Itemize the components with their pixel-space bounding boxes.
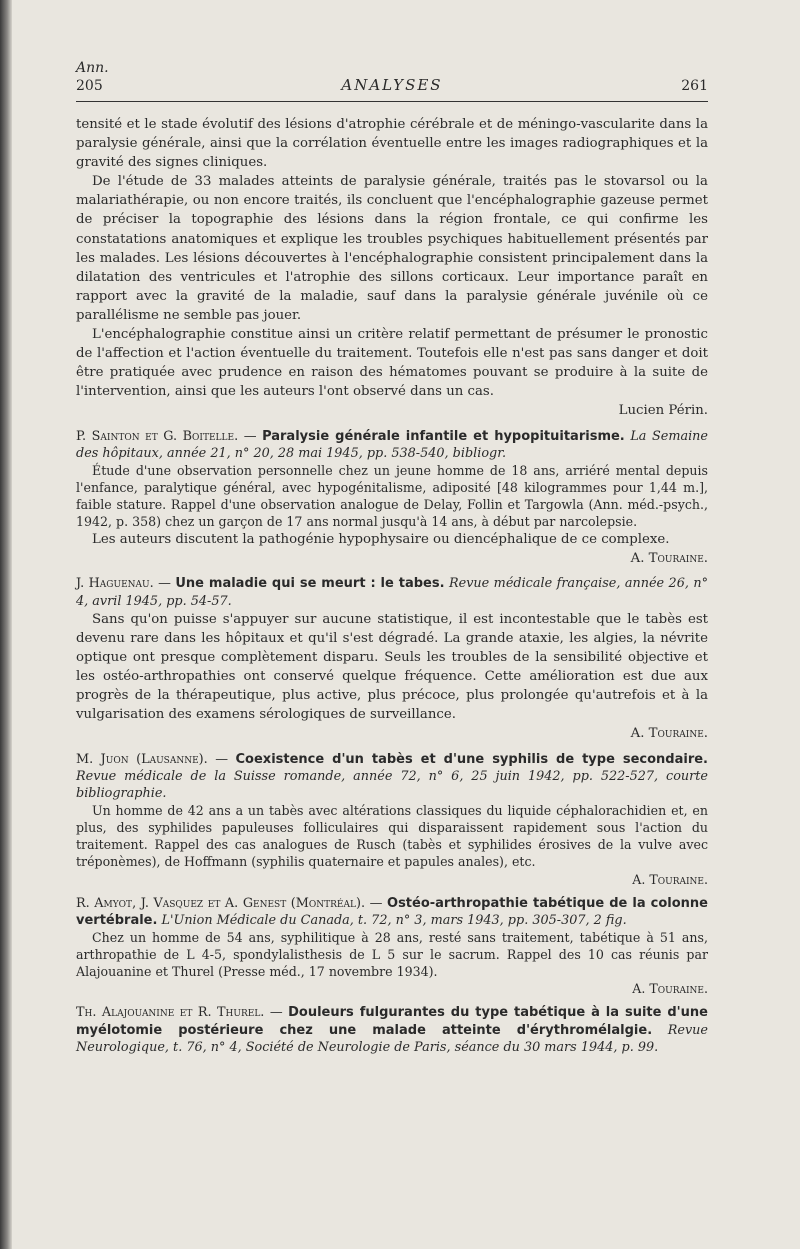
page-content (76, 115, 708, 1056)
entry-bibliography: Revue médicale française, année 26, n° 4, avril 1945, pp. 54-57. (76, 576, 708, 609)
intro-paragraph: De l'étude de 33 malades atteints de paralysie générale, traités pas le stovarsol ou la malariathérapie, ou non encore traités, ils concluent que l'encéphalographie gazeuse permet de préciser la topographie des lésions dans la région frontale, ce qui confirme les constatations anatomiques et explique les troubles psychiques habituellement présentés par les malades. Les lésions découvertes à l'encéphalographie consistent principalement dans la dilatation des ventricules et l'atrophie des sillons corticaux. Leur importance paraît en rapport avec la gravité de la maladie, sauf dans la paralysie générale juvénile où ce parallélisme ne semble pas jouer. (76, 174, 708, 323)
intro-signature: Lucien Périn. (618, 403, 708, 419)
entry-header: J. Haguenau. — Une maladie qui se meurt : le tabes. Revue médicale française, année 26, n° 4, avril 1945, pp. 54-57. (76, 576, 708, 609)
entry-header: P. Sainton et G. Boitelle. — Paralysie générale infantile et hypopituitarisme. La Semaine des hôpitaux, année 21, n° 20, 28 mai 1945, pp. 538-540, bibliogr. (76, 428, 709, 461)
entry-authors: R. Amyot, J. Vasquez et A. Genest (Montréal). (76, 895, 366, 911)
entry-header: Th. Alajouanine et R. Thurel. — Douleurs fulgurantes du type tabétique à la suite d'une myélotomie postérieure chez une malade atteinte d'érythromélalgie. Revue Neurologique, t. 76, n° 4, Société de Neurologie de Paris, séance du 30 mars 1944, p. 99. (76, 1005, 708, 1055)
book-binding-edge (0, 0, 12, 1249)
entry-title: Une maladie qui se meurt : le tabes. (175, 576, 445, 592)
entry-paragraph: Sans qu'on puisse s'appuyer sur aucune statistique, il est incontestable que le tabès est devenu rare dans les hôpitaux et qu'il s'est dégradé. La grande ataxie, les algies, la névrite optique ont presque complètement disparu. Seuls les troubles de la sensibilité objective et les ostéo-arthropathies ont conservé quelque fréquence. Cette amélioration est due aux progrès de la thérapeutique, plus active, plus précoce, plus prolongée qu'autrefois et à la vulgarisation des examens sérologiques de surveillance. (76, 611, 708, 723)
entry-bibliography: L'Union Médicale du Canada, t. 72, n° 3, mars 1943, pp. 305-307, 2 fig. (161, 912, 627, 928)
entry-signature: A. Touraine. (632, 871, 708, 887)
header-rule (76, 101, 708, 102)
entry-header: R. Amyot, J. Vasquez et A. Genest (Montréal). — Ostéo-arthropathie tabétique de la colonne vertébrale. L'Union Médicale du Canada, t. 72, n° 3, mars 1943, pp. 305-307, 2 fig. (76, 895, 708, 928)
intro-paragraph: L'encéphalographie constitue ainsi un critère relatif permettant de présumer le pronostic de l'affection et l'action éventuelle du traitement. Toutefois elle n'est pas sans danger et doit être pratiquée avec prudence en raison des hématomes pouvant se produire à la suite de l'intervention, ainsi que les auteurs l'ont observé dans un cas. (76, 327, 708, 400)
entry-signature: A. Touraine. (632, 981, 708, 997)
entry-title: Douleurs fulgurantes du type tabétique à la suite d'une myélotomie postérieure chez une malade atteinte d'érythromélalgie. (76, 1005, 708, 1038)
entry-paragraph: Chez un homme de 54 ans, syphilitique à 28 ans, resté sans traitement, tabétique à 51 ans, arthropathie de L 4-5, spondylalisthesis de L 5 sur le sacrum. Rappel des 10 cas réunis par Alajouanine et Thurel (Presse méd., 17 novembre 1934). (76, 930, 708, 980)
entry-signature: A. Touraine. (630, 726, 708, 742)
entry-title: Paralysie générale infantile et hypopituitarisme. (262, 428, 625, 444)
entry-header: M. Juon (Lausanne). — Coexistence d'un tabès et d'une syphilis de type secondaire. Revue médicale de la Suisse romande, année 72, n° 6, 25 juin 1942, pp. 522-527, courte bibliographie. (76, 751, 708, 801)
intro-paragraph: tensité et le stade évolutif des lésions d'atrophie cérébrale et de méningo-vascularite dans la paralysie générale, ainsi que la corrélation éventuelle entre les images radiographiques et la gravité des signes cliniques. (76, 117, 708, 171)
entry-paragraph: Un homme de 42 ans a un tabès avec altérations classiques du liquide céphalorachidien et, en plus, des syphilides papuleuses folliculaires qui disparaissent rapidement sous l'action du traitement. Rappel des cas analogues de Rusch (tabès et syphilides érosives de la vulve avec tréponèmes), de Hoffmann (syphilis quaternaire et papules anales), etc. (76, 803, 708, 870)
entry-authors: Th. Alajouanine et R. Thurel. (76, 1005, 265, 1021)
page-number: 261 (681, 78, 708, 94)
entry-authors: P. Sainton et G. Boitelle. (76, 428, 239, 444)
volume-number: 205 (76, 78, 103, 94)
entry-bibliography: La Semaine des hôpitaux, année 21, n° 20, 28 mai 1945, pp. 538-540, bibliogr. (76, 428, 709, 461)
entry-paragraph: Étude d'une observation personnelle chez un jeune homme de 18 ans, arriéré mental depuis l'enfance, paralytique général, avec hypogénitalisme, adiposité [48 kilogrammes pour 1,44 m.], faible stature. Rappel d'une observation analogue de Delay, Follin et Targowla (Ann. méd.-psych., 1942, p. 358) chez un garçon de 17 ans normal jusqu'à 14 ans, à début par narcolepsie. (76, 462, 708, 530)
entry-signature: A. Touraine. (630, 551, 708, 567)
entry-bibliography: Revue médicale de la Suisse romande, année 72, n° 6, 25 juin 1942, pp. 522-527, courte bibliographie. (76, 768, 708, 801)
entry-title: Coexistence d'un tabès et d'une syphilis de type secondaire. (235, 751, 708, 767)
journal-abbrev: Ann. (76, 60, 109, 76)
running-title: ANALYSES (341, 76, 443, 94)
entry-bibliography: Revue Neurologique, t. 76, n° 4, Société de Neurologie de Paris, séance du 30 mars 1944, p. 99. (76, 1022, 708, 1055)
entry-title: Ostéo-arthropathie tabétique de la colonne vertébrale. (76, 895, 708, 928)
entry-authors: M. Juon (Lausanne). (76, 751, 208, 767)
entry-paragraph: Les auteurs discutent la pathogénie hypophysaire ou diencéphalique de ce complexe. (92, 532, 670, 548)
entry-authors: J. Haguenau. (76, 576, 154, 592)
